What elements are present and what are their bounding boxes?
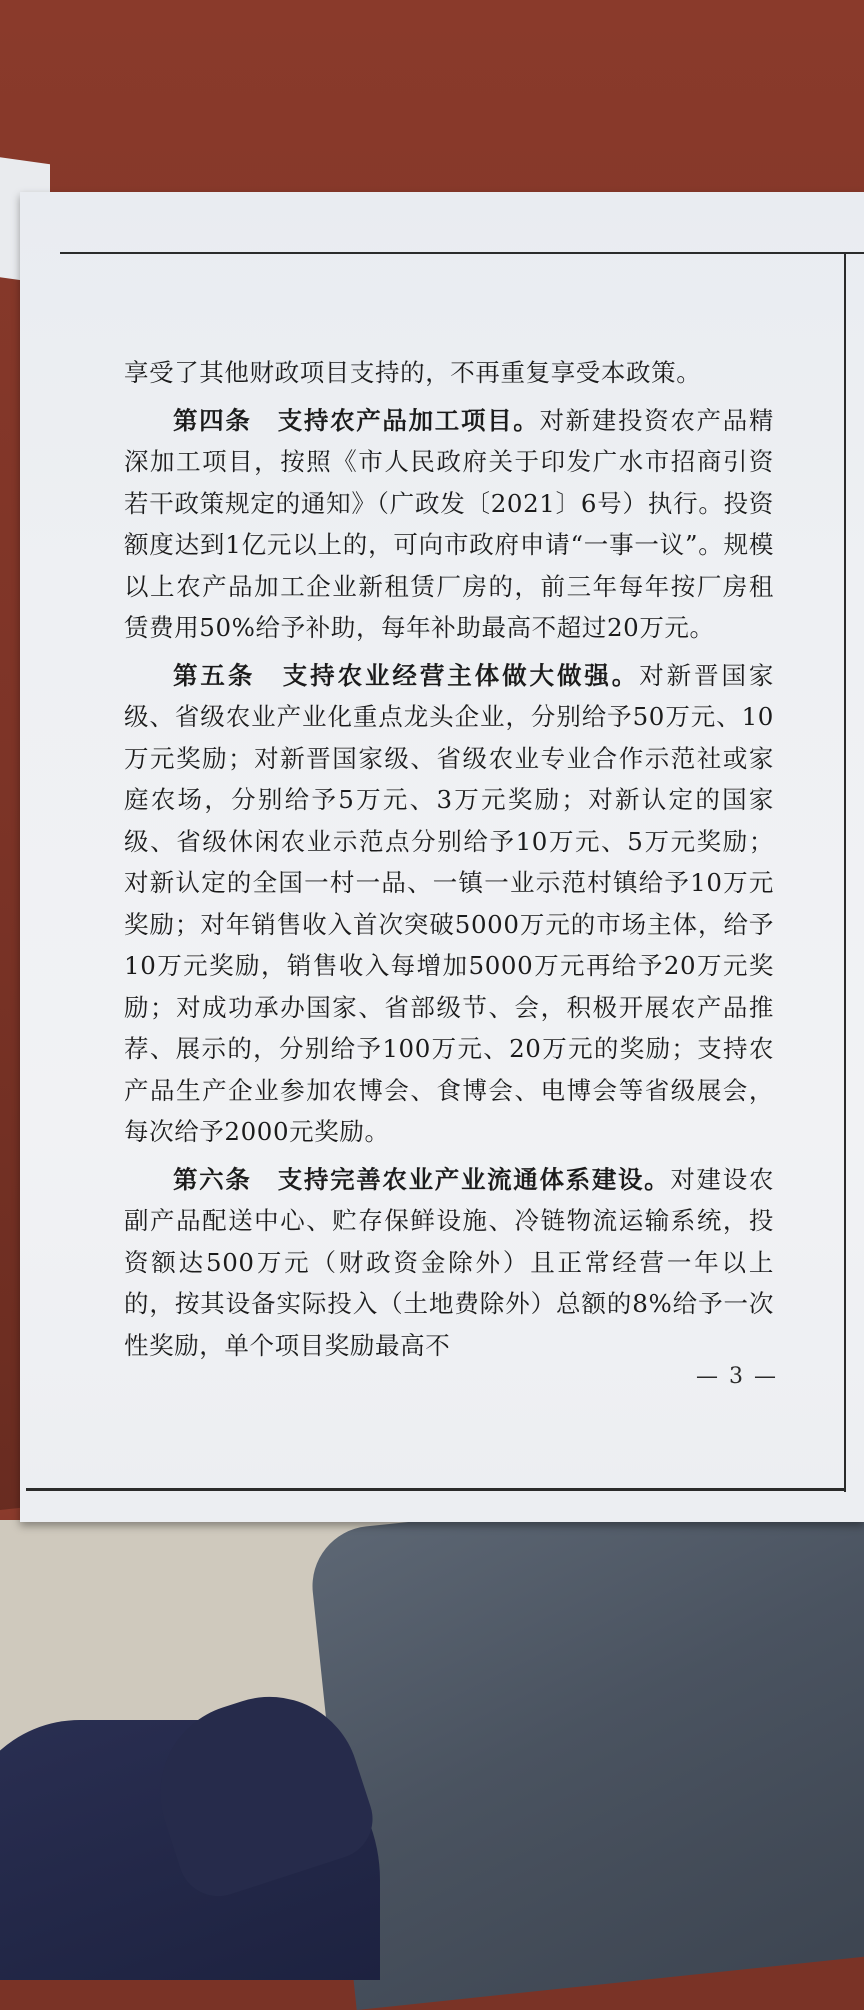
article-6 xyxy=(124,1159,774,1367)
article-title: 支持农产品加工项目。 xyxy=(277,405,540,435)
page-border-right xyxy=(844,252,846,1492)
document-page xyxy=(20,192,864,1522)
article-4 xyxy=(124,400,774,649)
paragraph-continuation xyxy=(124,352,774,394)
article-title: 支持完善农业产业流通体系建设。 xyxy=(277,1164,671,1194)
article-number: 第四条 xyxy=(173,405,252,435)
article-5 xyxy=(124,655,774,1153)
article-text: 对建设农副产品配送中心、贮存保鲜设施、冷链物流运输系统，投资额达500万元（财政资金除外）且正常经营一年以上的，按其设备实际投入（土地费除外）总额的8%给予一次性奖励，单个项目奖励最高不 xyxy=(124,1164,774,1360)
page-number: — 3 — xyxy=(696,1364,778,1389)
article-number: 第六条 xyxy=(173,1164,252,1194)
article-title: 支持农业经营主体做大做强。 xyxy=(282,660,640,690)
article-text: 对新晋国家级、省级农业产业化重点龙头企业，分别给予50万元、10万元奖励；对新晋国家级、省级农业专业合作示范社或家庭农场，分别给予5万元、3万元奖励；对新认定的国家级、省级休闲农业示范点分别给予10万元、5万元奖励；对新认定的全国一村一品、一镇一业示范村镇给予10万元奖励；对年销售收入首次突破5000万元的市场主体，给予10万元奖励，销售收入每增加5000万元再给予20万元奖励；对成功承办国家、省部级节、会，积极开展农产品推荐、展示的，分别给予100万元、20万元的奖励；支持农产品生产企业参加农博会、食博会、电博会等省级展会，每次给予2000元奖励。 xyxy=(124,660,775,1146)
jeans-leg xyxy=(307,1470,864,2010)
page-border-bottom xyxy=(26,1488,846,1491)
paragraph-text: 享受了其他财政项目支持的，不再重复享受本政策。 xyxy=(124,358,702,387)
article-number: 第五条 xyxy=(173,660,256,690)
page-border-top xyxy=(60,252,864,254)
article-text: 对新建投资农产品精深加工项目，按照《市人民政府关于印发广水市招商引资若干政策规定的通知》（广政发〔2021〕6号）执行。投资额度达到1亿元以上的，可向市政府申请“一事一议”。规模以上农产品加工企业新租赁厂房的，前三年每年按厂房租赁费用50%给予补助，每年补助最高不超过20万元。 xyxy=(124,405,774,642)
document-body xyxy=(124,352,774,1372)
